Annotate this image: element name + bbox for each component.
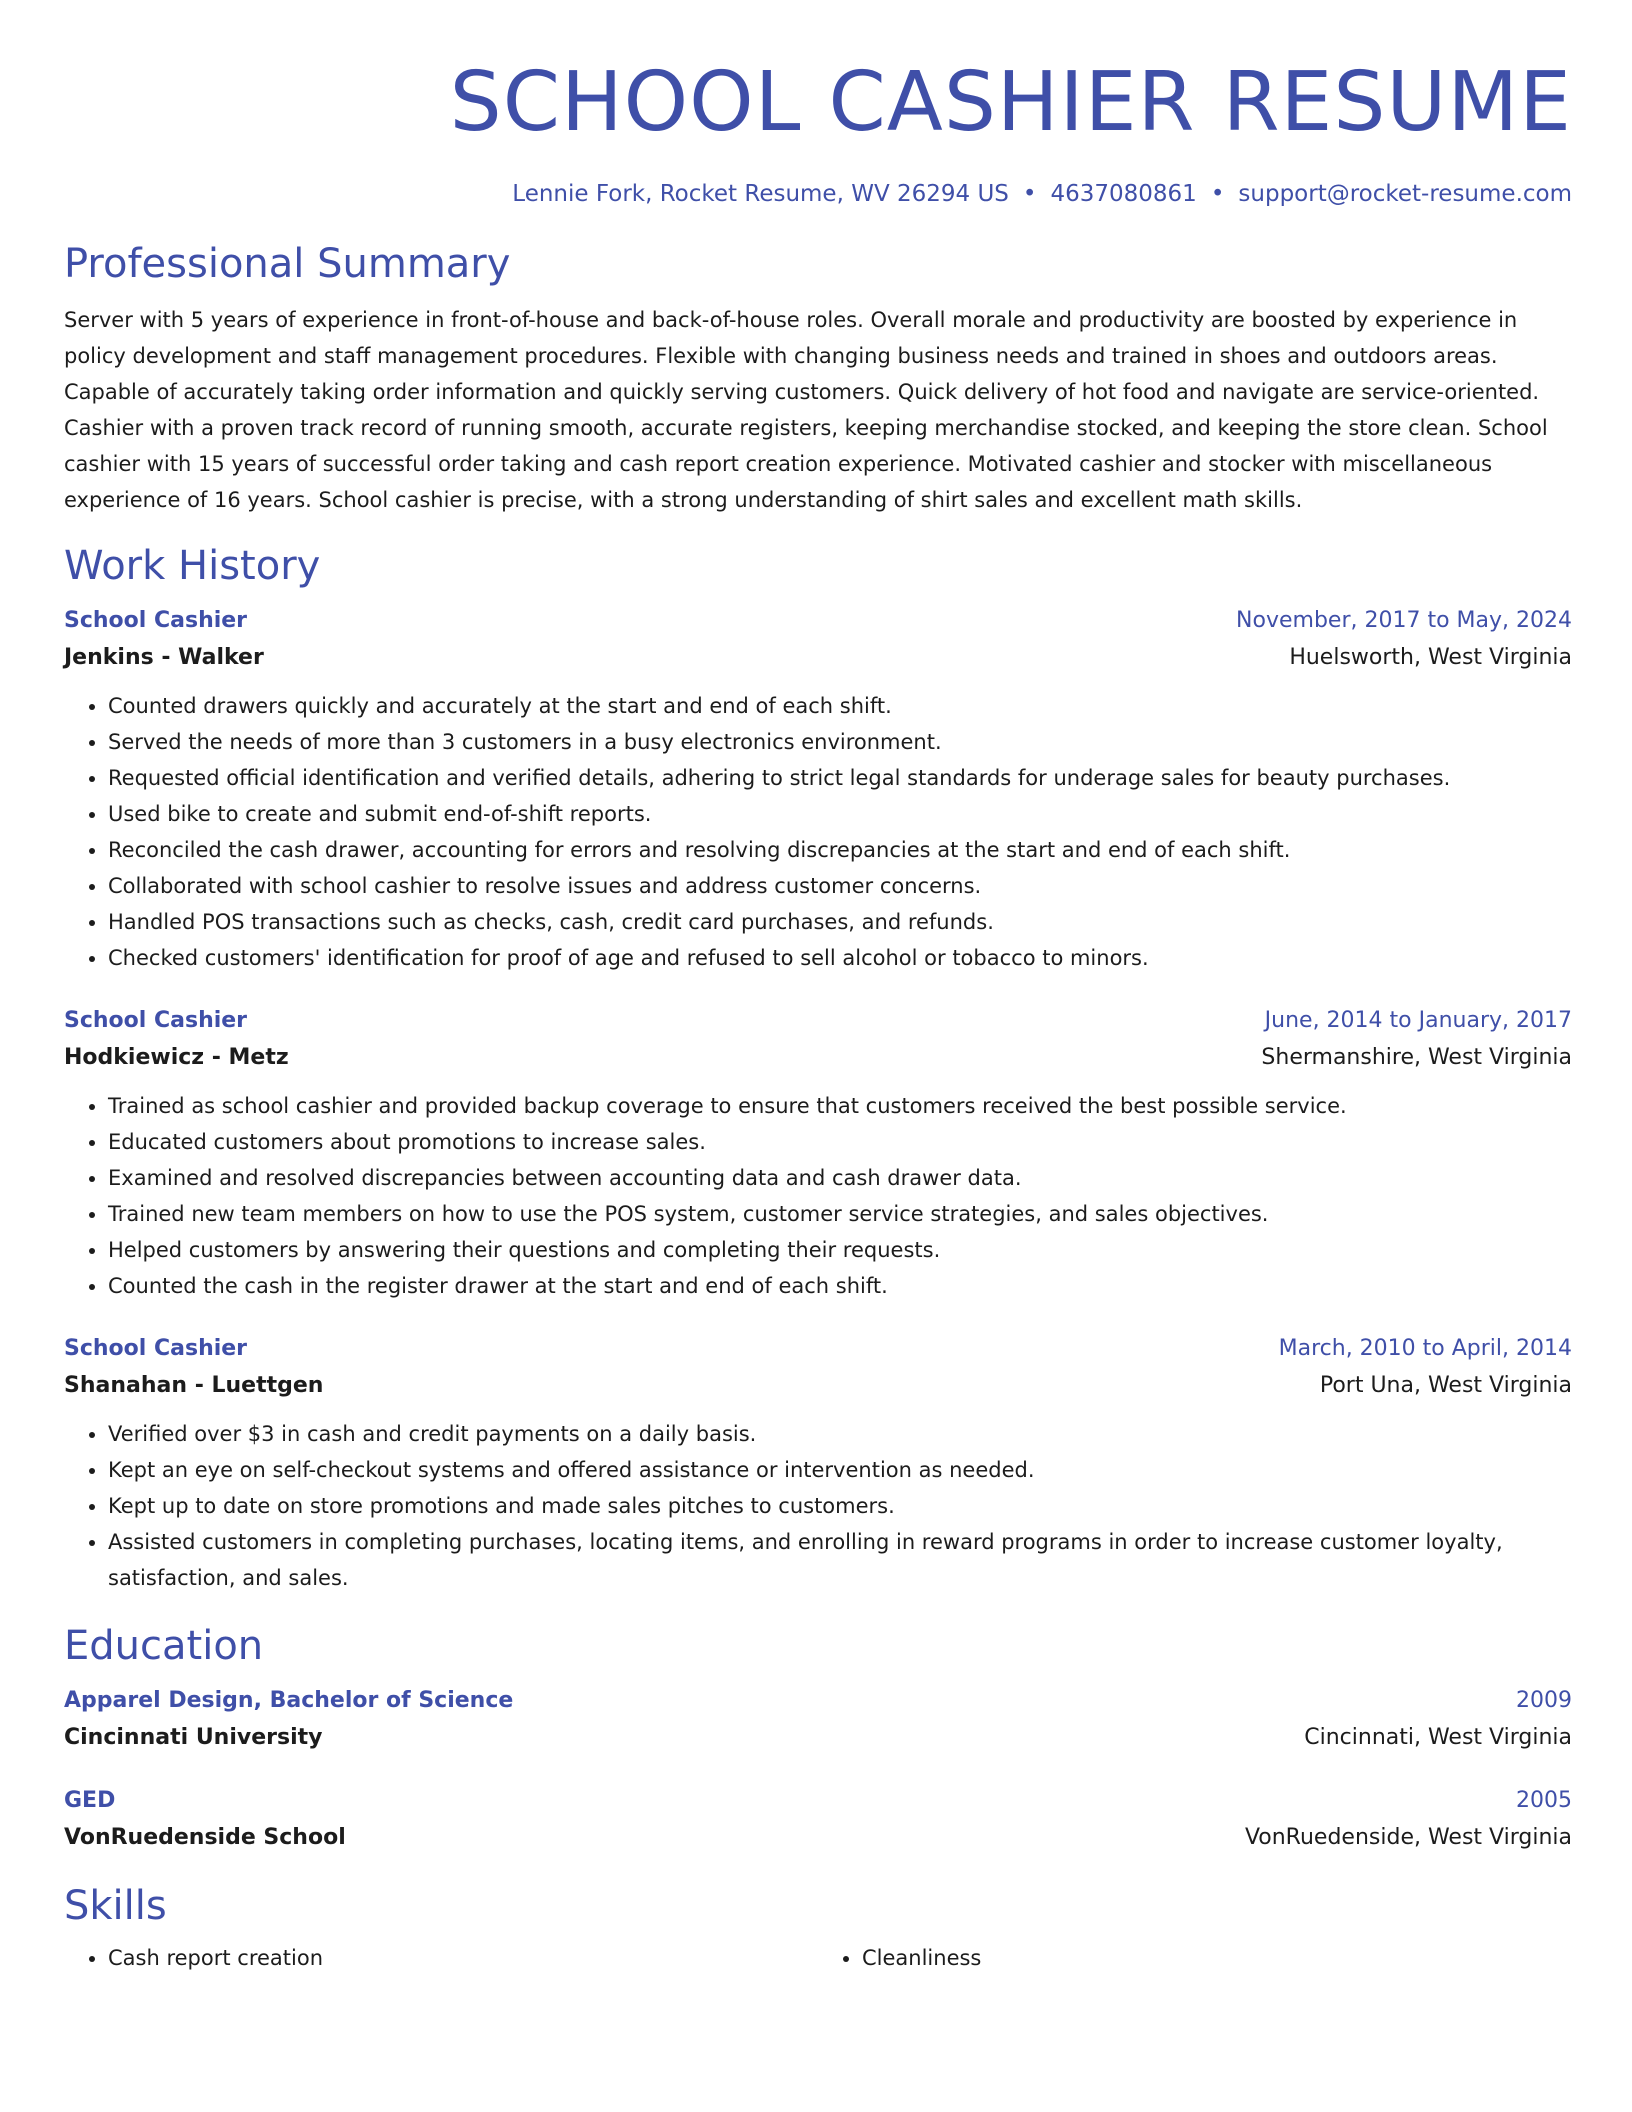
job-company: Jenkins - Walker (64, 645, 264, 670)
job-title: School Cashier (64, 608, 248, 633)
education-location: Cincinnati, West Virginia (1304, 1725, 1572, 1750)
education-school-row (64, 1718, 1572, 1758)
job-bullet: • Kept an eye on self-checkout systems and offered assistance or intervention as needed. (108, 1452, 1572, 1488)
skills-list (64, 1940, 818, 1976)
job-bullet: • Trained new team members on how to use the POS system, customer service strategies, and sales objectives. (108, 1196, 1572, 1232)
job-bullet: • Kept up to date on store promotions and made sales pitches to customers. (108, 1488, 1572, 1524)
education-degree: GED (64, 1788, 116, 1813)
job-bullet: • Reconciled the cash drawer, accounting for errors and resolving discrepancies at the start and end of each shift. (108, 832, 1572, 868)
education-entry (64, 1784, 1572, 1858)
job-bullet: • Served the needs of more than 3 customers in a busy electronics environment. (108, 724, 1572, 760)
job-bullet: • Verified over $3 in cash and credit payments on a daily basis. (108, 1416, 1572, 1452)
job-location: Huelsworth, West Virginia (1289, 645, 1572, 670)
job-bullet: • Trained as school cashier and provided backup coverage to ensure that customers received the best possible service. (108, 1088, 1572, 1124)
skill-item: • Cash report creation (108, 1940, 818, 1976)
job-bullet: • Educated customers about promotions to increase sales. (108, 1124, 1572, 1160)
contact-line (64, 178, 1572, 210)
job-bullets (64, 1416, 1572, 1596)
education-school-row (64, 1818, 1572, 1858)
education-header-row (64, 1784, 1572, 1818)
work-history-heading: Work History (64, 543, 321, 589)
job-bullet: • Collaborated with school cashier to resolve issues and address customer concerns. (108, 868, 1572, 904)
job-company: Hodkiewicz - Metz (64, 1045, 289, 1070)
job-bullet: • Counted drawers quickly and accurately at the start and end of each shift. (108, 688, 1572, 724)
contact-phone: 4637080861 (1050, 181, 1197, 207)
job-bullet: • Helped customers by answering their questions and completing their requests. (108, 1232, 1572, 1268)
skills-list (818, 1940, 1572, 1976)
contact-email[interactable]: support@rocket-resume.com (1238, 181, 1572, 207)
job-entry (64, 604, 1572, 976)
job-company-row (64, 1366, 1572, 1406)
contact-address: Lennie Fork, Rocket Resume, WV 26294 US (512, 181, 1009, 207)
education-school: VonRuedenside School (64, 1825, 346, 1850)
skills-grid (64, 1940, 1572, 1976)
job-header-row (64, 604, 1572, 638)
education-year: 2009 (1516, 1688, 1572, 1713)
skills-column-right (818, 1940, 1572, 1976)
job-title: School Cashier (64, 1008, 248, 1033)
education-entry (64, 1684, 1572, 1758)
resume-page (64, 0, 1572, 1976)
education-degree: Apparel Design, Bachelor of Science (64, 1688, 514, 1713)
job-bullet: • Checked customers' identification for proof of age and refused to sell alcohol or tobacco to minors. (108, 940, 1572, 976)
job-header-row (64, 1332, 1572, 1366)
job-company: Shanahan - Luettgen (64, 1373, 324, 1398)
education-header-row (64, 1684, 1572, 1718)
job-bullet: • Assisted customers in completing purchases, locating items, and enrolling in reward programs in order to increase customer loyalty, satisfaction, and sales. (108, 1524, 1572, 1596)
job-header-row (64, 1004, 1572, 1038)
education-heading: Education (64, 1623, 264, 1669)
job-bullet: • Counted the cash in the register drawer at the start and end of each shift. (108, 1268, 1572, 1304)
skill-item: • Cleanliness (862, 1940, 1572, 1976)
job-bullet: • Used bike to create and submit end-of-shift reports. (108, 796, 1572, 832)
job-location: Shermanshire, West Virginia (1261, 1045, 1572, 1070)
education-school: Cincinnati University (64, 1725, 323, 1750)
job-dates: November, 2017 to May, 2024 (1236, 608, 1572, 633)
summary-text: Server with 5 years of experience in front-of-house and back-of-house roles. Overall morale and productivity are boosted by experience in policy development and staff management procedures. Flexible with changing business needs and trained in shoes and outdoors areas. Capable of accurately taking order information and quickly serving customers. Quick delivery of hot food and navigate are service-oriented. Cashier with a proven track record of running smooth, accurate registers, keeping merchandise stocked, and keeping the store clean. School cashier with 15 years of successful order taking and cash report creation experience. Motivated cashier and stocker with miscellaneous experience of 16 years. School cashier is precise, with a strong understanding of shirt sales and excellent math skills. (64, 308, 1548, 512)
education-location: VonRuedenside, West Virginia (1244, 1825, 1572, 1850)
job-bullets (64, 688, 1572, 976)
job-company-row (64, 638, 1572, 678)
job-bullet: • Examined and resolved discrepancies between accounting data and cash drawer data. (108, 1160, 1572, 1196)
job-entry (64, 1332, 1572, 1596)
job-bullets (64, 1088, 1572, 1304)
resume-title: SCHOOL CASHIER RESUME (449, 55, 1572, 150)
job-dates: June, 2014 to January, 2017 (1264, 1008, 1572, 1033)
summary-heading: Professional Summary (64, 241, 511, 287)
contact-separator: • (1022, 181, 1037, 207)
job-bullet: • Requested official identification and verified details, adhering to strict legal standards for underage sales for beauty purchases. (108, 760, 1572, 796)
skills-heading: Skills (64, 1883, 167, 1929)
job-entry (64, 1004, 1572, 1304)
job-dates: March, 2010 to April, 2014 (1278, 1336, 1572, 1361)
job-company-row (64, 1038, 1572, 1078)
job-location: Port Una, West Virginia (1319, 1373, 1572, 1398)
skills-column-left (64, 1940, 818, 1976)
job-bullet: • Handled POS transactions such as checks, cash, credit card purchases, and refunds. (108, 904, 1572, 940)
education-year: 2005 (1516, 1788, 1572, 1813)
contact-separator: • (1210, 181, 1225, 207)
job-title: School Cashier (64, 1336, 248, 1361)
